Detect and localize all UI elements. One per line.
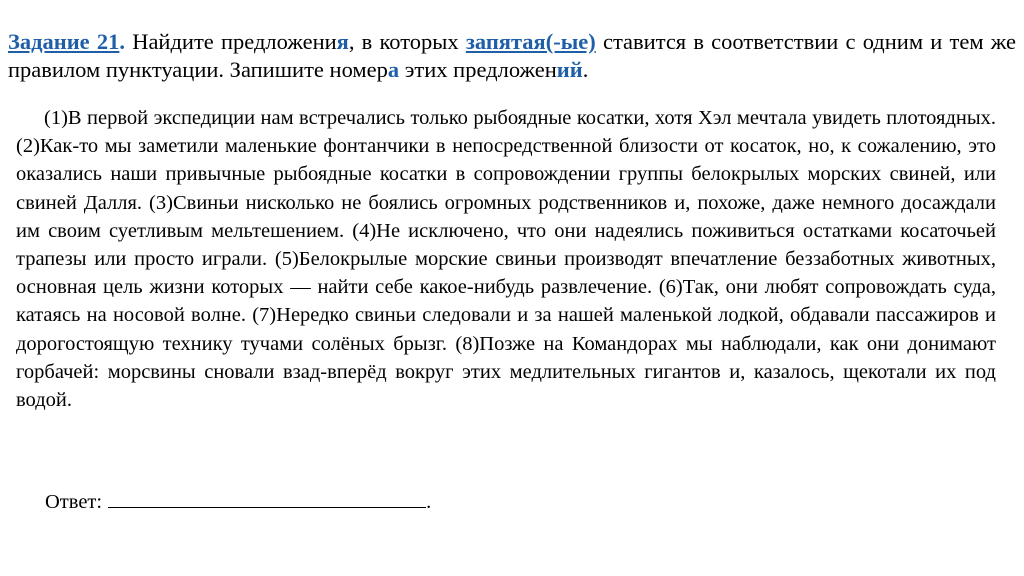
task-text-part-2: , в которых — [348, 29, 466, 54]
passage-text: (1)В первой экспедиции нам встречались только рыбоядные косатки, хотя Хэл мечтала увидеть плотоядных. (2)Как-то мы заметили маленькие фонтанчики в непосредственной близости от косаток, но, к сожалению, это оказались наши привычные рыбоядные косатки в сопровождении группы белокрылых морских свиней, или свиней Далля. (3)Свиньи нисколько не боялись огромных родственников и, похоже, даже немного досаждали им своим суетливым мельтешением. (4)Не исключено, что они надеялись поживиться остатками косаточьей трапезы или просто играли. (5)Белокрылые морские свиньи производят впечатление беззаботных животных, основная цель жизни которых — найти себе какое-нибудь развлечение. (6)Так, они любят сопровождать суда, катаясь на носовой волне. (7)Нередко свиньи следовали и за нашей маленькой лодкой, обдавали пассажиров и дорогостоящую технику тучами солёных брызг. (8)Позже на Командорах мы наблюдали, как они донимают горбачей: морсвины сновали взад-вперёд вокруг этих медлительных гигантов и, казалось, щекотали их под водой. — [16, 107, 996, 412]
task-text-part-4: этих предложен — [399, 57, 557, 82]
task-text-part-3: ставится в соответствии с одним и тем же правилом пунктуации. Запишите номер — [8, 29, 1016, 82]
answer-blank-line[interactable] — [108, 489, 426, 508]
comma-link[interactable]: запятая(-ые) — [465, 29, 596, 54]
task-label[interactable]: Задание 21 — [8, 29, 120, 54]
answer-end-dot: . — [426, 491, 432, 513]
task-text-part-5: . — [582, 57, 589, 82]
task-accent-ending-3: ий — [556, 57, 583, 82]
task-accent-ending-1: я — [336, 29, 349, 54]
task-label-dot: . — [119, 29, 125, 54]
task-instruction — [8, 28, 1016, 84]
answer-label: Ответ: — [45, 491, 103, 513]
answer-row — [45, 488, 431, 516]
task-text-part-1: Найдите предложени — [125, 29, 337, 54]
task-accent-ending-2: а — [387, 57, 400, 82]
